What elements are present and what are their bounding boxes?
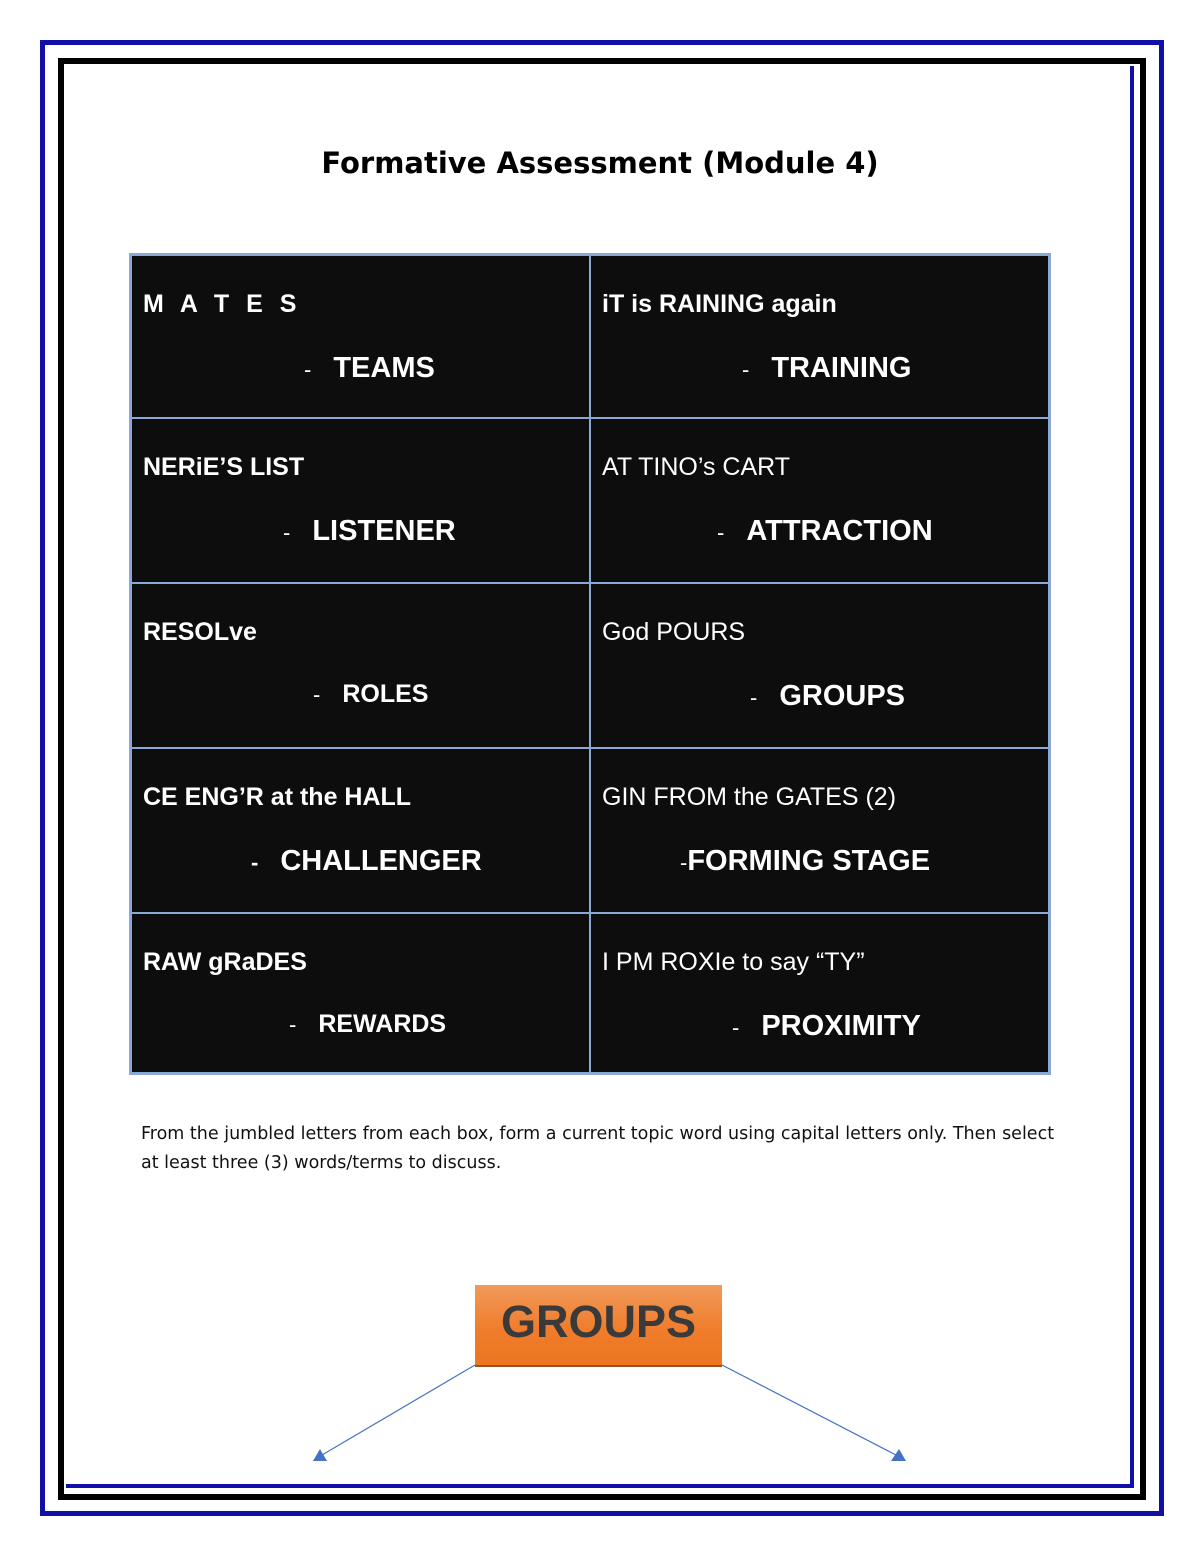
clue-text: GIN FROM the GATES (2) xyxy=(602,783,897,811)
answer-text: - LISTENER xyxy=(283,515,456,547)
connector-line-left xyxy=(322,1365,475,1455)
answer-text: - GROUPS xyxy=(750,680,906,712)
answer-text: - ROLES xyxy=(313,680,429,708)
answer-text: - TEAMS xyxy=(304,352,435,384)
answer-text: - REWARDS xyxy=(289,1010,447,1038)
clue-text: AT TINO’s CART xyxy=(602,453,791,481)
clue-text: iT is RAINING again xyxy=(602,290,837,318)
clue-text: NERiE’S LIST xyxy=(143,453,305,481)
answer-text: -FORMING STAGE xyxy=(680,845,931,877)
page-title: Formative Assessment (Module 4) xyxy=(321,146,879,180)
diagram-root-box xyxy=(475,1285,722,1367)
clue-text: RESOLve xyxy=(143,618,257,646)
instructions-text: From the jumbled letters from each box, form a current topic word using capital letters only. Then select at least three (3) words/terms to discuss. xyxy=(141,1124,1055,1173)
diagram-root-label: GROUPS xyxy=(500,1296,697,1347)
arrowhead-right-icon xyxy=(891,1449,906,1461)
answer-text: - ATTRACTION xyxy=(717,515,933,547)
answer-text: - TRAINING xyxy=(742,352,912,384)
answer-text: - CHALLENGER xyxy=(251,845,482,877)
clue-text: God POURS xyxy=(602,618,746,646)
connector-line-right xyxy=(722,1365,896,1455)
clue-text: CE ENG’R at the HALL xyxy=(143,783,412,811)
clue-text: I PM ROXIe to say “TY” xyxy=(602,948,865,976)
arrowhead-left-icon xyxy=(313,1449,327,1461)
clue-text: RAW gRaDES xyxy=(143,948,307,976)
clue-text: M A T E S xyxy=(143,290,302,318)
answer-text: - PROXIMITY xyxy=(732,1010,921,1042)
